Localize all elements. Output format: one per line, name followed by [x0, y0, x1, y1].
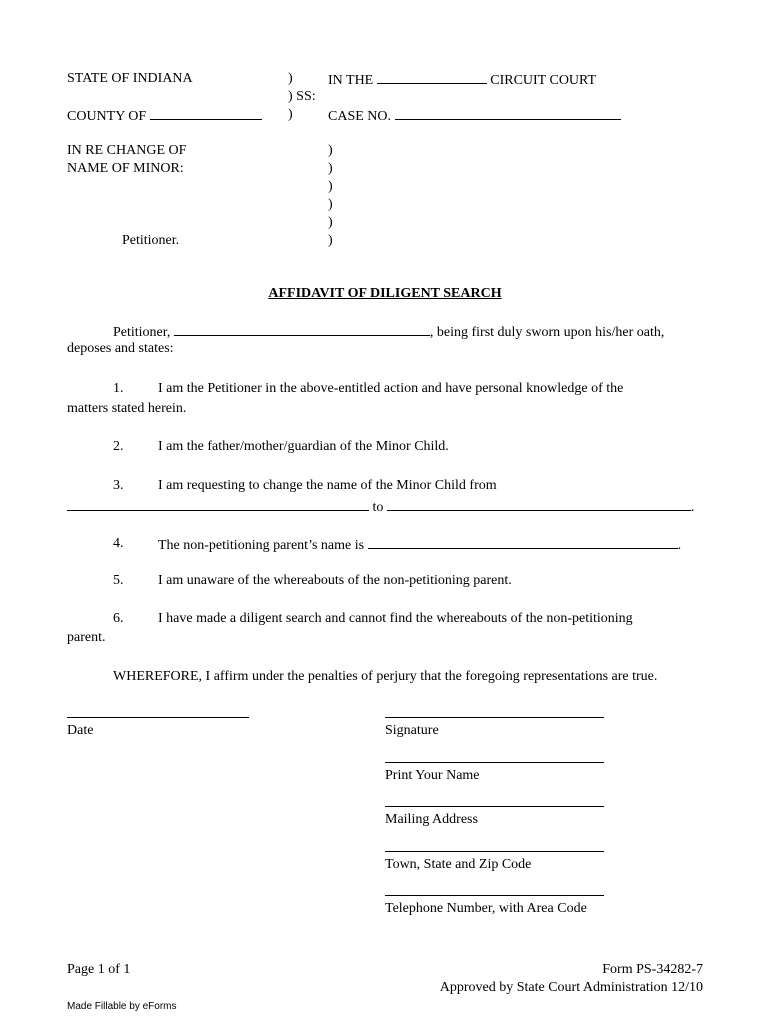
in-re-line-2: NAME OF MINOR:	[67, 161, 184, 176]
signature-field[interactable]	[385, 717, 604, 718]
circuit-court-label: CIRCUIT COURT	[490, 73, 597, 88]
to-label: to	[372, 500, 384, 515]
item-number: 3.	[113, 478, 124, 493]
caption-paren: )	[328, 143, 333, 158]
date-label: Date	[67, 723, 94, 738]
signature-label: Signature	[385, 723, 439, 738]
mailing-address-field[interactable]	[385, 806, 604, 807]
item-5-text: I am unaware of the whereabouts of the non-petitioning parent.	[158, 573, 512, 588]
county-label: COUNTY OF	[67, 109, 147, 124]
case-number-field[interactable]	[395, 106, 621, 120]
approval-note: Approved by State Court Administration 12/10	[439, 980, 703, 995]
in-re-line-1: IN RE CHANGE OF	[67, 143, 187, 158]
period: .	[690, 500, 695, 515]
county-line	[67, 106, 262, 126]
in-the-label: IN THE	[328, 73, 374, 88]
court-name-field[interactable]	[377, 70, 487, 84]
telephone-field[interactable]	[385, 895, 604, 896]
town-state-zip-label: Town, State and Zip Code	[385, 857, 532, 872]
item-number: 2.	[113, 439, 124, 454]
caption-paren: )	[328, 179, 333, 194]
intro-line-2: deposes and states:	[67, 341, 174, 356]
new-name-field[interactable]	[387, 497, 691, 511]
court-line	[328, 70, 596, 90]
item-4-line	[158, 535, 681, 555]
state-label: STATE OF INDIANA	[67, 71, 193, 86]
item-6-text: I have made a diligent search and cannot find the whereabouts of the non-petitioning	[158, 611, 633, 626]
item-6-text-cont: parent.	[67, 630, 106, 645]
petitioner-label: Petitioner,	[113, 325, 171, 340]
item-3-name-line	[67, 497, 694, 517]
item-3-text: I am requesting to change the name of the Minor Child from	[158, 478, 497, 493]
caption-paren: )	[328, 161, 333, 176]
non-petitioning-parent-field[interactable]	[368, 535, 678, 549]
intro-rest: , being first duly sworn upon his/her oath,	[429, 325, 665, 340]
ss-label: ) SS:	[288, 89, 316, 104]
case-line	[328, 106, 621, 126]
town-state-zip-field[interactable]	[385, 851, 604, 852]
caption-paren: )	[328, 233, 333, 248]
item-number: 4.	[113, 536, 124, 551]
item-number: 1.	[113, 381, 124, 396]
form-number: Form PS-34282-7	[602, 962, 703, 977]
date-field[interactable]	[67, 717, 249, 718]
item-2-text: I am the father/mother/guardian of the Minor Child.	[158, 439, 449, 454]
item-number: 6.	[113, 611, 124, 626]
mailing-address-label: Mailing Address	[385, 812, 478, 827]
item-1-text: I am the Petitioner in the above-entitled action and have personal knowledge of the	[158, 381, 624, 396]
made-fillable-note: Made Fillable by eForms	[67, 1001, 177, 1012]
caption-paren: )	[288, 71, 293, 86]
item-number: 5.	[113, 573, 124, 588]
caption-paren: )	[328, 215, 333, 230]
document-title: AFFIDAVIT OF DILIGENT SEARCH	[268, 286, 502, 301]
print-name-field[interactable]	[385, 762, 604, 763]
period: .	[677, 538, 682, 553]
current-name-field[interactable]	[67, 497, 369, 511]
petitioner-caption: Petitioner.	[122, 233, 180, 248]
telephone-label: Telephone Number, with Area Code	[385, 901, 587, 916]
intro-line	[113, 322, 664, 342]
print-name-label: Print Your Name	[385, 768, 480, 783]
item-4-text: The non-petitioning parent’s name is	[158, 538, 365, 553]
caption-paren: )	[288, 107, 293, 122]
caption-paren: )	[328, 197, 333, 212]
page-number: Page 1 of 1	[67, 962, 131, 977]
wherefore-text: WHEREFORE, I affirm under the penalties of perjury that the foregoing representations are true.	[113, 669, 658, 684]
item-1-text-cont: matters stated herein.	[67, 401, 187, 416]
petitioner-name-field[interactable]	[174, 322, 430, 336]
county-field[interactable]	[150, 106, 262, 120]
case-no-label: CASE NO.	[328, 109, 392, 124]
